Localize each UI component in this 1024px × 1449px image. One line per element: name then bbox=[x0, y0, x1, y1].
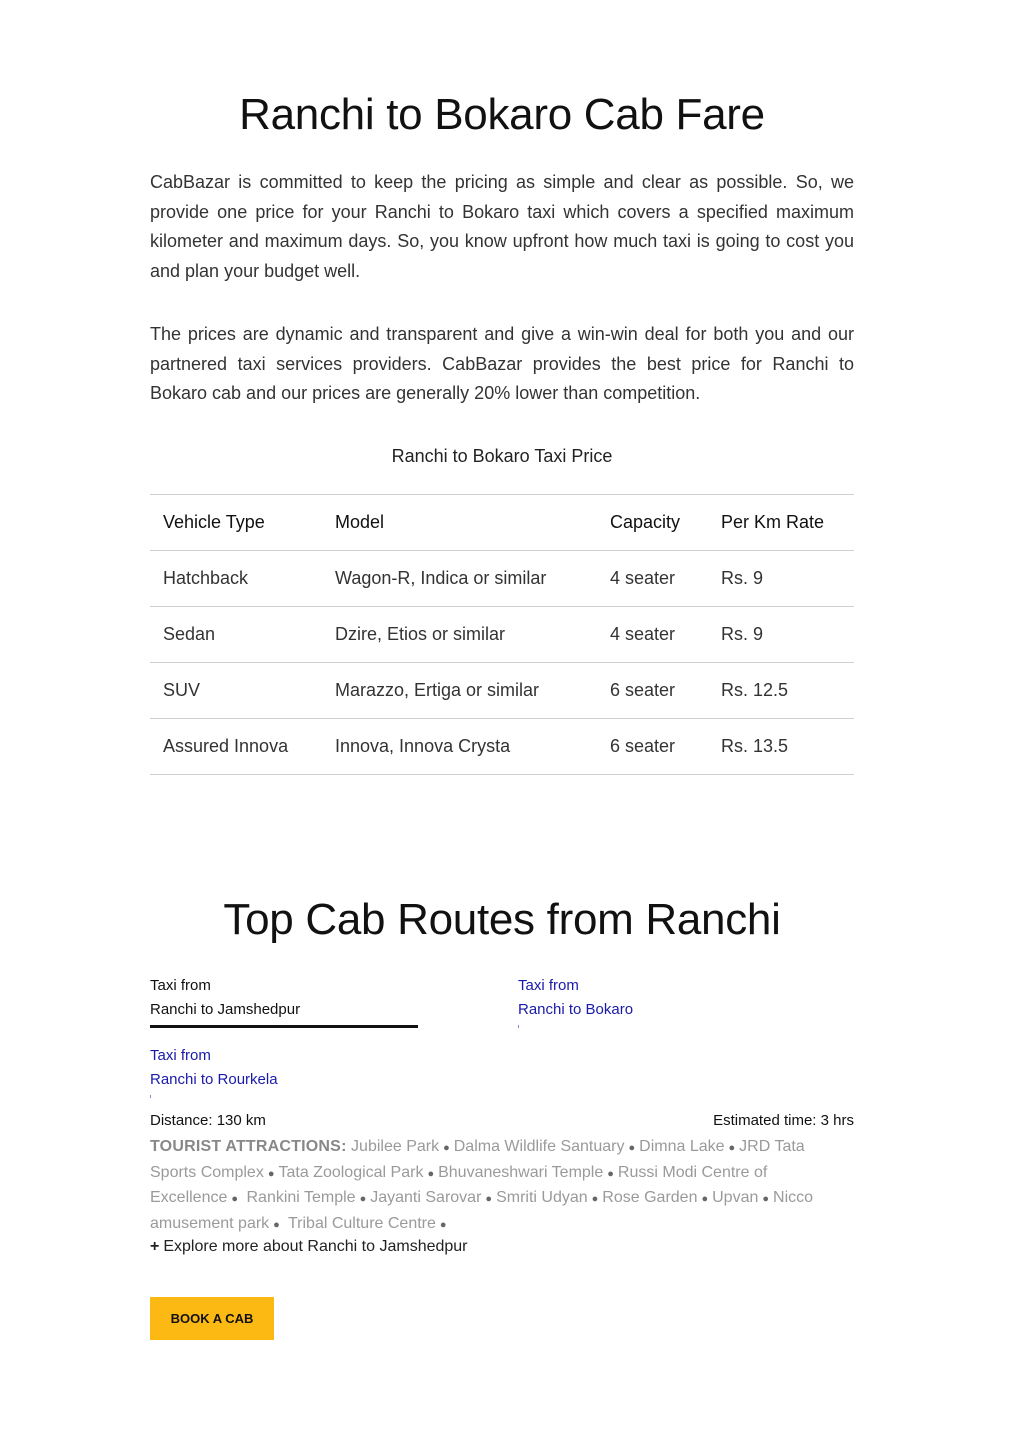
explore-more-link[interactable] bbox=[150, 1238, 468, 1256]
explore-more-text: Explore more about Ranchi to Jamshedpur bbox=[163, 1238, 468, 1255]
cell-vehicle-type: SUV bbox=[150, 663, 322, 719]
attraction-item: Nicco amusement park bbox=[150, 1189, 814, 1233]
tab-ranchi-to-jamshedpur[interactable] bbox=[150, 974, 418, 1028]
attraction-item: Russi Modi Centre of Excellence bbox=[150, 1163, 768, 1207]
attraction-item: Rose Garden bbox=[602, 1189, 698, 1207]
plus-icon: + bbox=[150, 1238, 160, 1255]
attraction-item: Upvan bbox=[712, 1189, 759, 1207]
cell-model: Innova, Innova Crysta bbox=[322, 719, 597, 775]
cell-vehicle-type: Hatchback bbox=[150, 551, 322, 607]
attraction-item: Dalma Wildlife Santuary bbox=[453, 1138, 625, 1155]
time-value: 3 hrs bbox=[820, 1112, 854, 1129]
table-row bbox=[150, 607, 854, 663]
attraction-item: Jayanti Sarovar bbox=[370, 1189, 482, 1207]
book-a-cab-button[interactable]: BOOK A CAB bbox=[150, 1297, 274, 1340]
cell-capacity: 4 seater bbox=[597, 551, 708, 607]
attraction-item: Dimna Lake bbox=[639, 1138, 725, 1155]
attraction-item: Tata Zoological Park bbox=[278, 1163, 424, 1181]
active-tab-underline bbox=[150, 1025, 418, 1028]
table-caption: Ranchi to Bokaro Taxi Price bbox=[391, 446, 613, 466]
cell-rate: Rs. 9 bbox=[708, 551, 854, 607]
attraction-item: Tribal Culture Centre bbox=[287, 1215, 436, 1233]
tab-label-line1: Taxi from bbox=[518, 977, 579, 994]
header-vehicle-type: Vehicle Type bbox=[150, 495, 322, 551]
cell-capacity: 6 seater bbox=[597, 663, 708, 719]
attraction-item: Rankini Temple bbox=[246, 1189, 356, 1207]
distance-value: 130 km bbox=[216, 1112, 266, 1129]
tab-ranchi-to-rourkela[interactable] bbox=[150, 1044, 278, 1098]
table-row bbox=[150, 663, 854, 719]
attraction-item: Smriti Udyan bbox=[496, 1189, 588, 1207]
tab-label-line1: Taxi from bbox=[150, 1047, 211, 1064]
cell-model: Dzire, Etios or similar bbox=[322, 607, 597, 663]
attractions-label: TOURIST ATTRACTIONS bbox=[150, 1138, 342, 1155]
fare-title: Ranchi to Bokaro Cab Fare bbox=[239, 90, 765, 139]
cell-capacity: 4 seater bbox=[597, 607, 708, 663]
estimated-time-info: Estimated time: 3 hrs bbox=[713, 1112, 854, 1129]
cell-vehicle-type: Sedan bbox=[150, 607, 322, 663]
tab-label-line1: Taxi from bbox=[150, 977, 211, 994]
cell-model: Marazzo, Ertiga or similar bbox=[322, 663, 597, 719]
tourist-attractions: TOURIST ATTRACTIONS: Jubilee Park ● Dalma Wildlife Santuary ● Dimna Lake ● JRD Tata Sports Complex ● Tata Zoological Park ● Bhuvaneshwari Temple ● Russi Modi Centre of Excellence ● Rankini Temple ● Jayanti Sarovar ● Smriti Udyan ● Rose Garden ● Upvan ● Nicco amusement park ● Tribal Culture Centre ● bbox=[150, 1138, 814, 1233]
routes-title: Top Cab Routes from Ranchi bbox=[223, 895, 781, 944]
distance-label: Distance bbox=[150, 1112, 209, 1129]
tab-underline-placeholder bbox=[518, 1025, 519, 1028]
cell-rate: Rs. 13.5 bbox=[708, 719, 854, 775]
attraction-item: JRD Tata Sports Complex bbox=[150, 1138, 805, 1181]
fare-description-1: CabBazar is committed to keep the pricing as simple and clear as possible. So, we provide one price for your Ranchi to Bokaro taxi which covers a specified maximum kilometer and maximum days. So, you know upfront how much taxi is going to cost you and plan your budget well. bbox=[150, 172, 854, 281]
attraction-item: Jubilee Park bbox=[351, 1138, 440, 1155]
tab-underline-placeholder bbox=[150, 1095, 151, 1098]
distance-info: Distance: 130 km bbox=[150, 1112, 266, 1129]
cell-rate: Rs. 9 bbox=[708, 607, 854, 663]
table-row bbox=[150, 551, 854, 607]
tab-label-line2: Ranchi to Bokaro bbox=[518, 1001, 634, 1018]
tab-label-line2: Ranchi to Jamshedpur bbox=[150, 1001, 301, 1018]
header-capacity: Capacity bbox=[597, 495, 708, 551]
tab-label-line2: Ranchi to Rourkela bbox=[150, 1071, 278, 1088]
attraction-item: Bhuvaneshwari Temple bbox=[438, 1163, 604, 1181]
header-per-km-rate: Per Km Rate bbox=[708, 495, 854, 551]
header-model: Model bbox=[322, 495, 597, 551]
fare-description-2: The prices are dynamic and transparent and give a win-win deal for both you and our partnered taxi services providers. CabBazar provides the best price for Ranchi to Bokaro cab and our prices are generally 20% lower than competition. bbox=[150, 324, 854, 403]
cell-model: Wagon-R, Indica or similar bbox=[322, 551, 597, 607]
cell-vehicle-type: Assured Innova bbox=[150, 719, 322, 775]
table-row bbox=[150, 719, 854, 775]
cell-capacity: 6 seater bbox=[597, 719, 708, 775]
cell-rate: Rs. 12.5 bbox=[708, 663, 854, 719]
fare-table bbox=[150, 494, 854, 775]
table-header-row bbox=[150, 495, 854, 551]
tab-ranchi-to-bokaro[interactable] bbox=[518, 974, 633, 1028]
time-label: Estimated time bbox=[713, 1112, 813, 1129]
